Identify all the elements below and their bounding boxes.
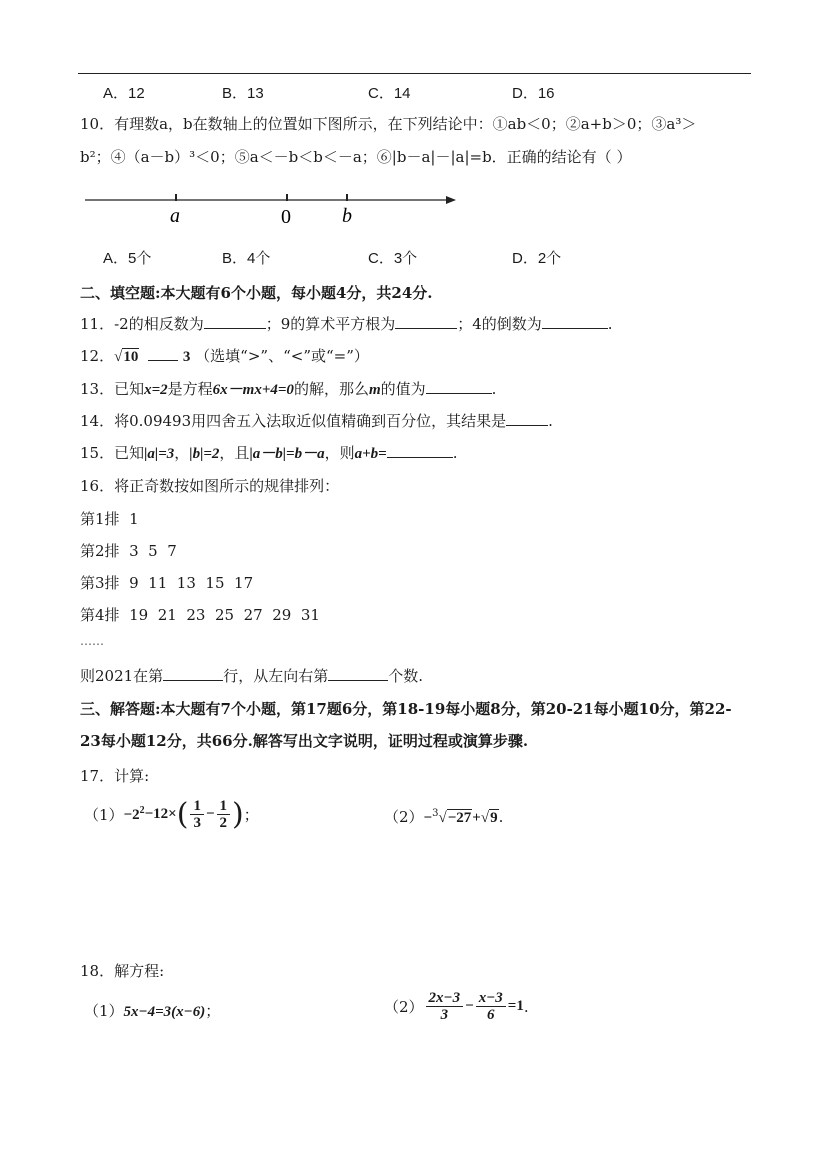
q13-text2: 是方程 (167, 380, 213, 398)
q17-part1-minus: − (205, 806, 215, 822)
q15-end: . (452, 444, 458, 462)
fraction-2x-3-over-3: $\frac{2x-3}{3}$ (426, 990, 464, 1023)
q12 (80, 345, 369, 366)
q15-cond3: |a－b|=b－a (249, 446, 325, 462)
q9-option-a: A．12 (103, 85, 145, 102)
q13-text4: 的值为 (380, 380, 426, 398)
q16-blank1[interactable] (163, 666, 223, 681)
q14-blank[interactable] (506, 411, 548, 426)
q11-blank1[interactable] (204, 314, 266, 329)
q18-part2-minus: − (465, 998, 474, 1014)
q11-text3: ；4的倒数为 (457, 315, 542, 333)
right-paren: ) (232, 797, 244, 832)
q15-text2: ，且 (219, 444, 250, 462)
q16-question (80, 665, 423, 686)
q18-title: 18．解方程: (80, 962, 165, 980)
section2-heading: 二、填空题:本大题有6个小题，每小题4分，共24分. (80, 284, 433, 302)
q18-part2-rhs: =1 (507, 998, 524, 1014)
q11-end: . (607, 315, 613, 333)
q17-part2-plus: + (472, 810, 481, 826)
q10-line2: b²；④（a－b）³＜0；⑤a＜－b＜b＜－a；⑥|b－a|－|a|=b．正确的结论有（ ） (80, 148, 632, 166)
q10-option-c: C．3个 (368, 250, 418, 267)
q11 (80, 313, 613, 334)
q12-blank[interactable] (148, 346, 178, 361)
cube-root-symbol: √ (438, 810, 447, 826)
q16-ask2: 行，从左向右第 (223, 667, 329, 685)
q17-part2 (384, 806, 503, 827)
q13-text1: 13．已知 (80, 380, 145, 398)
q15-cond1: |a|=3 (144, 446, 175, 462)
q17-part2-lead: − (423, 810, 433, 826)
header-rule (78, 73, 751, 74)
fraction-x-3-over-6: $\frac{x-3}{6}$ (476, 990, 506, 1023)
q15-sep: ， (174, 444, 190, 462)
q17-title: 17．计算: (80, 767, 150, 785)
q10-line1: 10．有理数a，b在数轴上的位置如下图所示，在下列结论中：①ab＜0；②a+b＞0；③a³＞ (80, 115, 697, 133)
q9-option-d: D．16 (512, 85, 555, 102)
q16-row-1: 第1排 1 (80, 510, 139, 528)
q15-text1: 15．已知 (80, 444, 145, 462)
q9-option-c: C．14 (368, 85, 411, 102)
label-0: 0 (281, 206, 291, 228)
q13 (80, 378, 496, 399)
q13-var: m (368, 382, 381, 398)
q16-ask1: 则2021在第 (80, 667, 164, 685)
q16-row-3: 第3排 9 11 13 15 17 (80, 574, 254, 592)
q18-part1-label: （1） (84, 1002, 124, 1020)
q16-ellipsis: …… (80, 634, 104, 648)
q13-text3: 的解，那么 (293, 380, 369, 398)
q14-text: 14．将0.09493用四舍五入法取近似值精确到百分位，其结果是 (80, 412, 507, 430)
left-paren: ( (176, 797, 189, 832)
q18-part1-end: ； (205, 1002, 221, 1020)
q11-blank3[interactable] (542, 314, 608, 329)
q10-option-b: B．4个 (222, 250, 271, 267)
number-line-arrow (446, 196, 456, 204)
q11-text1: 11．-2的相反数为 (80, 315, 204, 333)
q10-option-d: D．2个 (512, 250, 562, 267)
q15-blank[interactable] (387, 443, 453, 458)
q15 (80, 442, 458, 463)
q16-blank2[interactable] (328, 666, 388, 681)
q18-part2 (384, 990, 529, 1023)
number-line (80, 185, 470, 230)
q16-row-2: 第2排 3 5 7 (80, 542, 177, 560)
q17-part1-mid: −12× (144, 806, 177, 822)
section3-heading-line2: 23每小题12分，共66分.解答写出文字说明，证明过程或演算步骤. (80, 732, 529, 750)
q17-part1-lead: $-2^2$ (123, 805, 145, 823)
q18-part1 (84, 1000, 220, 1021)
q13-blank[interactable] (426, 379, 492, 394)
section3-heading-line1: 三、解答题:本大题有7个小题，第17题6分，第18-19每小题8分，第20-21每小题10分，第22- (80, 700, 732, 718)
q15-expr: a+b= (354, 446, 387, 462)
q12-number: 12． (80, 347, 115, 365)
q13-condition: x=2 (144, 382, 168, 398)
sqrt-symbol: √ (114, 349, 123, 365)
q11-blank2[interactable] (395, 314, 457, 329)
label-b: b (342, 205, 352, 227)
q17-part1-end: ； (243, 806, 259, 824)
q13-equation: 6x－mx+4=0 (212, 382, 294, 398)
q13-end: . (491, 380, 497, 398)
q16-intro: 16．将正奇数按如图所示的规律排列： (80, 477, 340, 495)
q12-radicand: 10 (123, 349, 139, 365)
sqrt-symbol-2: √ (480, 810, 490, 826)
fraction-1-2: $\frac{1}{2}$ (217, 798, 231, 831)
q17-part2-radicand2: 9 (490, 810, 498, 826)
q10-option-a: A．5个 (103, 250, 152, 267)
q16-row-4: 第4排 19 21 23 25 27 29 31 (80, 606, 320, 624)
q18-part2-label: （2） (384, 998, 424, 1016)
q16-ask3: 个数. (388, 667, 423, 685)
q17-part2-label: （2） (384, 808, 424, 826)
q12-note: （选填“>”、“<”或“=”） (195, 347, 369, 365)
q17-part1-label: （1） (84, 806, 124, 824)
q14 (80, 410, 553, 431)
q15-cond2: |b|=2 (189, 446, 220, 462)
q17-part2-radicand1: −27 (447, 810, 472, 826)
q18-part1-equation: 5x−4=3(x−6) (123, 1004, 206, 1020)
cube-root-index: 3 (432, 808, 439, 819)
label-a: a (170, 205, 180, 227)
q18-part2-end: . (523, 997, 529, 1016)
q15-text3: ，则 (324, 444, 355, 462)
q17-part1 (84, 797, 259, 832)
q11-text2: ；9的算术平方根为 (265, 315, 396, 333)
q12-rhs: 3 (182, 349, 191, 365)
q14-end: . (548, 412, 553, 430)
q9-option-b: B．13 (222, 85, 264, 102)
q17-part2-end: . (498, 808, 504, 826)
fraction-1-3: $\frac{1}{3}$ (190, 798, 204, 831)
